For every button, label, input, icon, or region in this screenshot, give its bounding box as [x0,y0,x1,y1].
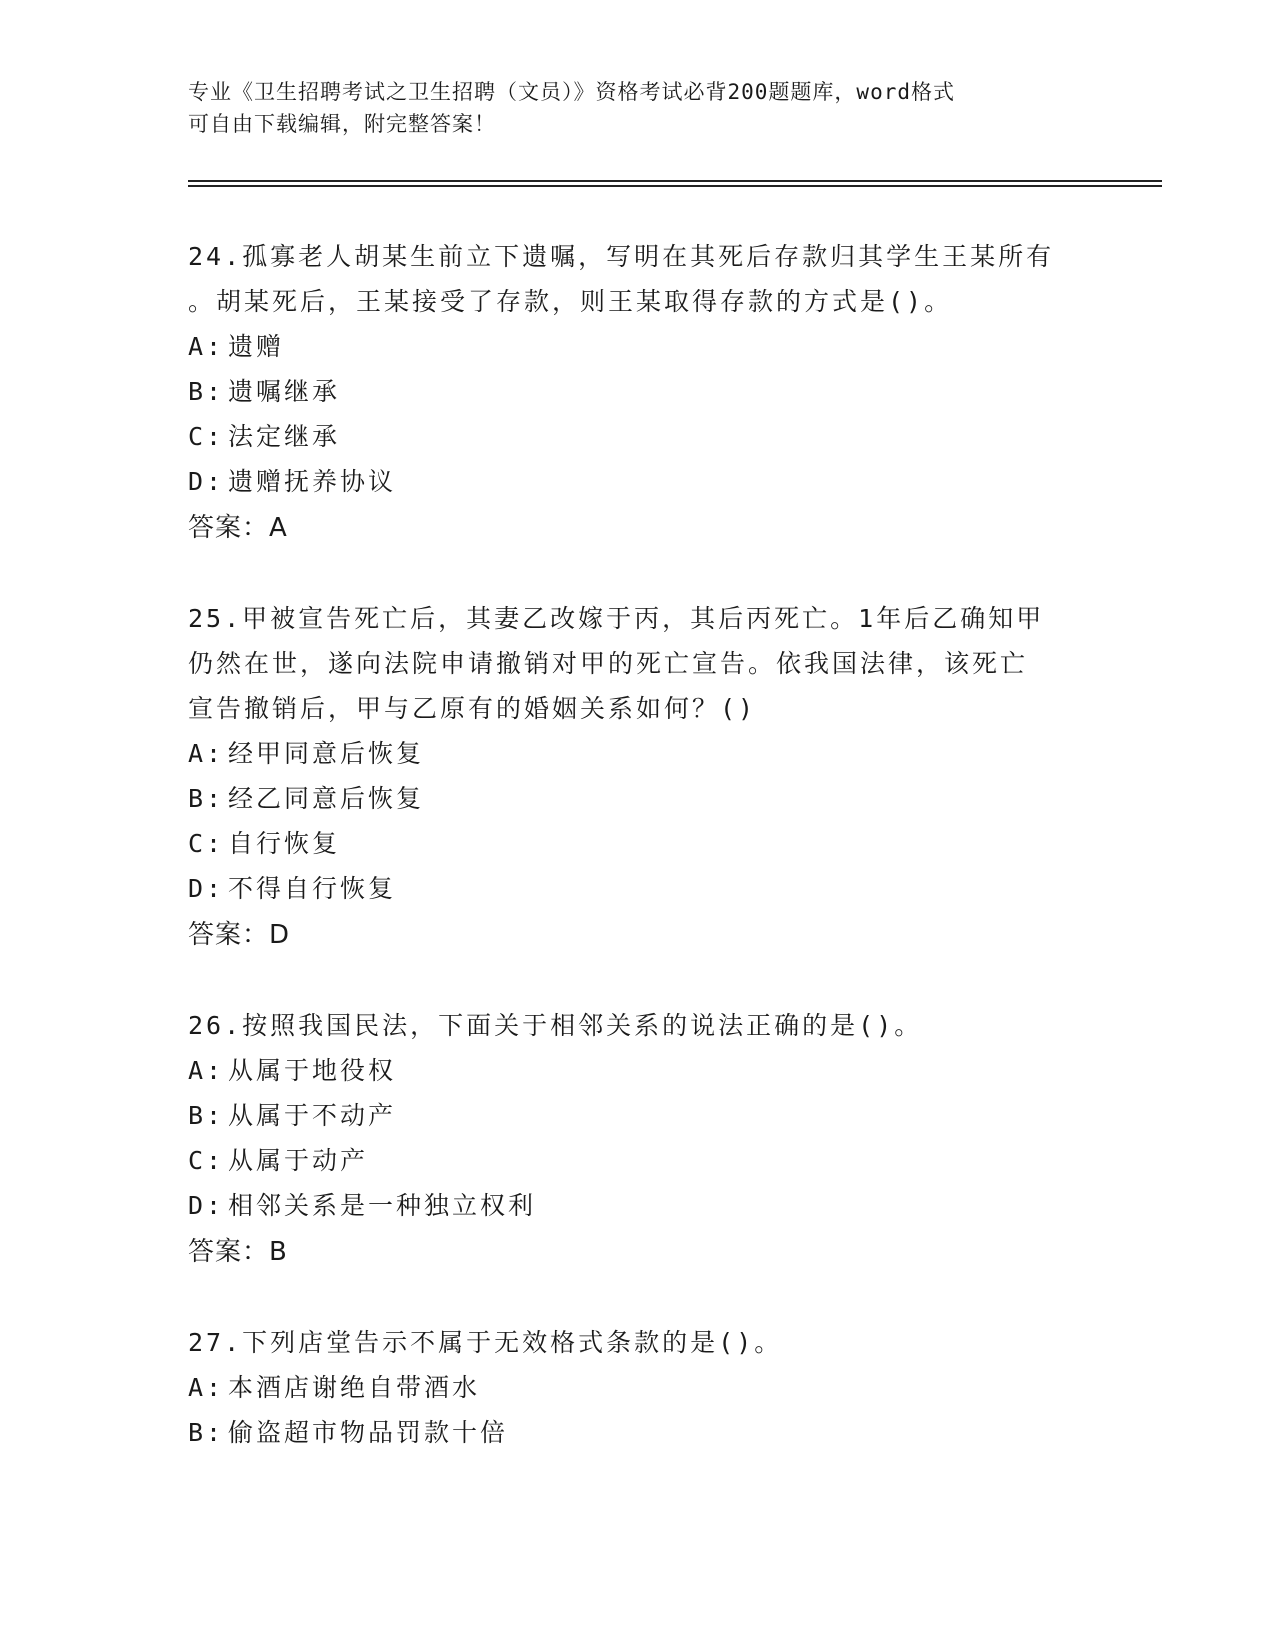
option-key: A: [188,1056,225,1085]
question-stem-line: 26.按照我国民法，下面关于相邻关系的说法正确的是()。 [188,1011,923,1040]
question-stem [188,1003,1088,1048]
question-list [188,234,1088,1499]
option-key: D: [188,874,225,903]
question-stem-line: 宣告撤销后，甲与乙原有的婚姻关系如何？() [188,694,757,723]
option-text: 遗嘱继承 [228,377,341,406]
question-stem [188,596,1088,731]
header-divider-bottom [188,185,1162,187]
option-text: 本酒店谢绝自带酒水 [228,1373,481,1402]
option-key: B: [188,1418,225,1447]
answer-option [188,1365,1088,1410]
question-block [188,234,1088,552]
answer-option [188,324,1088,369]
option-text: 相邻关系是一种独立权利 [228,1191,537,1220]
document-header [188,76,1068,140]
option-key: B: [188,784,225,813]
option-key: C: [188,829,225,858]
question-block [188,1320,1088,1455]
option-key: A: [188,739,225,768]
question-stem-line: 24.孤寡老人胡某生前立下遗嘱，写明在其死后存款归其学生王某所有 [188,242,1055,271]
answer-option [188,1048,1088,1093]
answer-option [188,1138,1088,1183]
header-divider-top [188,180,1162,182]
option-key: C: [188,1146,225,1175]
answer-line: 答案：B [188,1237,288,1267]
answer-line: 答案：A [188,513,288,543]
option-text: 从属于地役权 [228,1056,397,1085]
question-stem-line: 。胡某死后，王某接受了存款，则王某取得存款的方式是()。 [188,287,953,316]
answer-option [188,414,1088,459]
option-text: 遗赠 [228,332,285,361]
option-text: 自行恢复 [228,829,341,858]
option-text: 从属于不动产 [228,1101,397,1130]
answer-line: 答案：D [188,920,291,950]
question-stem-line: 27.下列店堂告示不属于无效格式条款的是()。 [188,1328,783,1357]
option-key: A: [188,1373,225,1402]
answer-option [188,369,1088,414]
option-key: B: [188,1101,225,1130]
answer-option [188,731,1088,776]
header-line-2: 可自由下载编辑，附完整答案！ [188,112,496,136]
answer-option [188,1093,1088,1138]
header-line-1: 专业《卫生招聘考试之卫生招聘（文员）》资格考试必背200题题库，word格式 [188,80,955,104]
option-text: 偷盗超市物品罚款十倍 [228,1418,509,1447]
option-key: B: [188,377,225,406]
option-text: 不得自行恢复 [228,874,397,903]
option-text: 遗赠抚养协议 [228,467,397,496]
answer-option [188,1410,1088,1455]
option-key: C: [188,422,225,451]
option-text: 法定继承 [228,422,341,451]
answer-option [188,866,1088,911]
option-key: D: [188,467,225,496]
question-block [188,596,1088,959]
option-key: A: [188,332,225,361]
option-key: D: [188,1191,225,1220]
question-block [188,1003,1088,1276]
question-stem-line: 仍然在世，遂向法院申请撤销对甲的死亡宣告。依我国法律，该死亡 [188,649,1029,678]
answer-option [188,459,1088,504]
answer-option [188,1183,1088,1228]
question-stem-line: 25.甲被宣告死亡后，其妻乙改嫁于丙，其后丙死亡。1年后乙确知甲 [188,604,1045,633]
question-stem [188,1320,1088,1365]
option-text: 经甲同意后恢复 [228,739,425,768]
question-stem [188,234,1088,324]
option-text: 经乙同意后恢复 [228,784,425,813]
answer-option [188,776,1088,821]
answer-option [188,821,1088,866]
option-text: 从属于动产 [228,1146,369,1175]
